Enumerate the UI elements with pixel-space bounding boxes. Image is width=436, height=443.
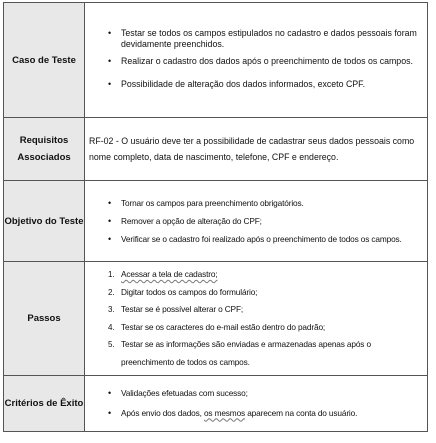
list-item: • Realizar o cadastro dos dados após o preenchimento de todos os campos. [85, 53, 427, 69]
criterio-text-underlined: os mesmos [203, 407, 246, 418]
criterio-text-before: Após envio dos dados, [121, 407, 204, 418]
list-item: • Tornar os campos para preenchimento obrigatórios. [85, 195, 427, 211]
step-number: 1. [108, 270, 115, 279]
caso-de-teste-list [85, 28, 427, 93]
list-item: • Verificar se o cadastro foi realizado após o preenchimento de todos os campos. [85, 231, 427, 247]
requisitos-text: RF-02 - O usuário deve ter a possibilidade de cadastrar seus dados pessoais como nome completo, data de nascimento, telefone, CPF e endereço. [89, 136, 415, 162]
criterios-list [85, 386, 427, 421]
row-criterios-de-exito [4, 376, 428, 432]
passos-list [85, 266, 427, 371]
content-criterios-de-exito [85, 376, 428, 432]
list-item [85, 319, 427, 337]
content-requisitos-associados [85, 118, 428, 181]
list-item [85, 336, 427, 371]
step-text: Testar se os caracteres do e-mail estão dentro do padrão; [121, 321, 326, 332]
content-objetivo-do-teste [85, 181, 428, 262]
row-caso-de-teste [4, 3, 428, 118]
step-text: Testar se as informações são enviadas e armazenadas apenas após o preenchimento de todos os campos. [121, 339, 371, 367]
label-caso-de-teste: Caso de Teste [4, 3, 85, 118]
row-requisitos-associados [4, 118, 428, 181]
step-text: Testar se é possível alterar o CPF; [121, 304, 244, 314]
label-criterios-de-exito: Critérios de Êxito [4, 376, 85, 432]
step-text: Digitar todos os campos do formulário; [121, 286, 258, 297]
step-number: 4. [108, 322, 115, 332]
list-item [85, 266, 427, 284]
list-item [85, 406, 427, 422]
label-passos: Passos [4, 262, 85, 376]
step-number: 2. [108, 287, 115, 297]
test-case-table [3, 2, 428, 432]
content-caso-de-teste [85, 3, 428, 118]
step-number: 3. [108, 305, 115, 314]
step-number: 5. [108, 340, 115, 349]
list-item: • Possibilidade de alteração dos dados informados, exceto CPF. [85, 75, 427, 93]
content-passos [85, 262, 428, 376]
label-requisitos-associados: Requisitos Associados [4, 118, 85, 181]
list-item: • Validações efetuadas com sucesso; [85, 386, 427, 402]
list-item: • Remover a opção de alteração do CPF; [85, 213, 427, 229]
label-objetivo-do-teste: Objetivo do Teste [4, 181, 85, 262]
list-item [85, 284, 427, 302]
row-objetivo-do-teste [4, 181, 428, 262]
list-item [85, 301, 427, 319]
list-item: • Testar se todos os campos estipulados no cadastro e dados pessoais foram devidamente preenchidos. [85, 28, 427, 50]
step-text: Acessar a tela de cadastro; [121, 269, 218, 279]
criterio-text-after: aparecem na conta do usuário. [245, 407, 358, 418]
row-passos [4, 262, 428, 376]
objetivo-list [85, 195, 427, 247]
